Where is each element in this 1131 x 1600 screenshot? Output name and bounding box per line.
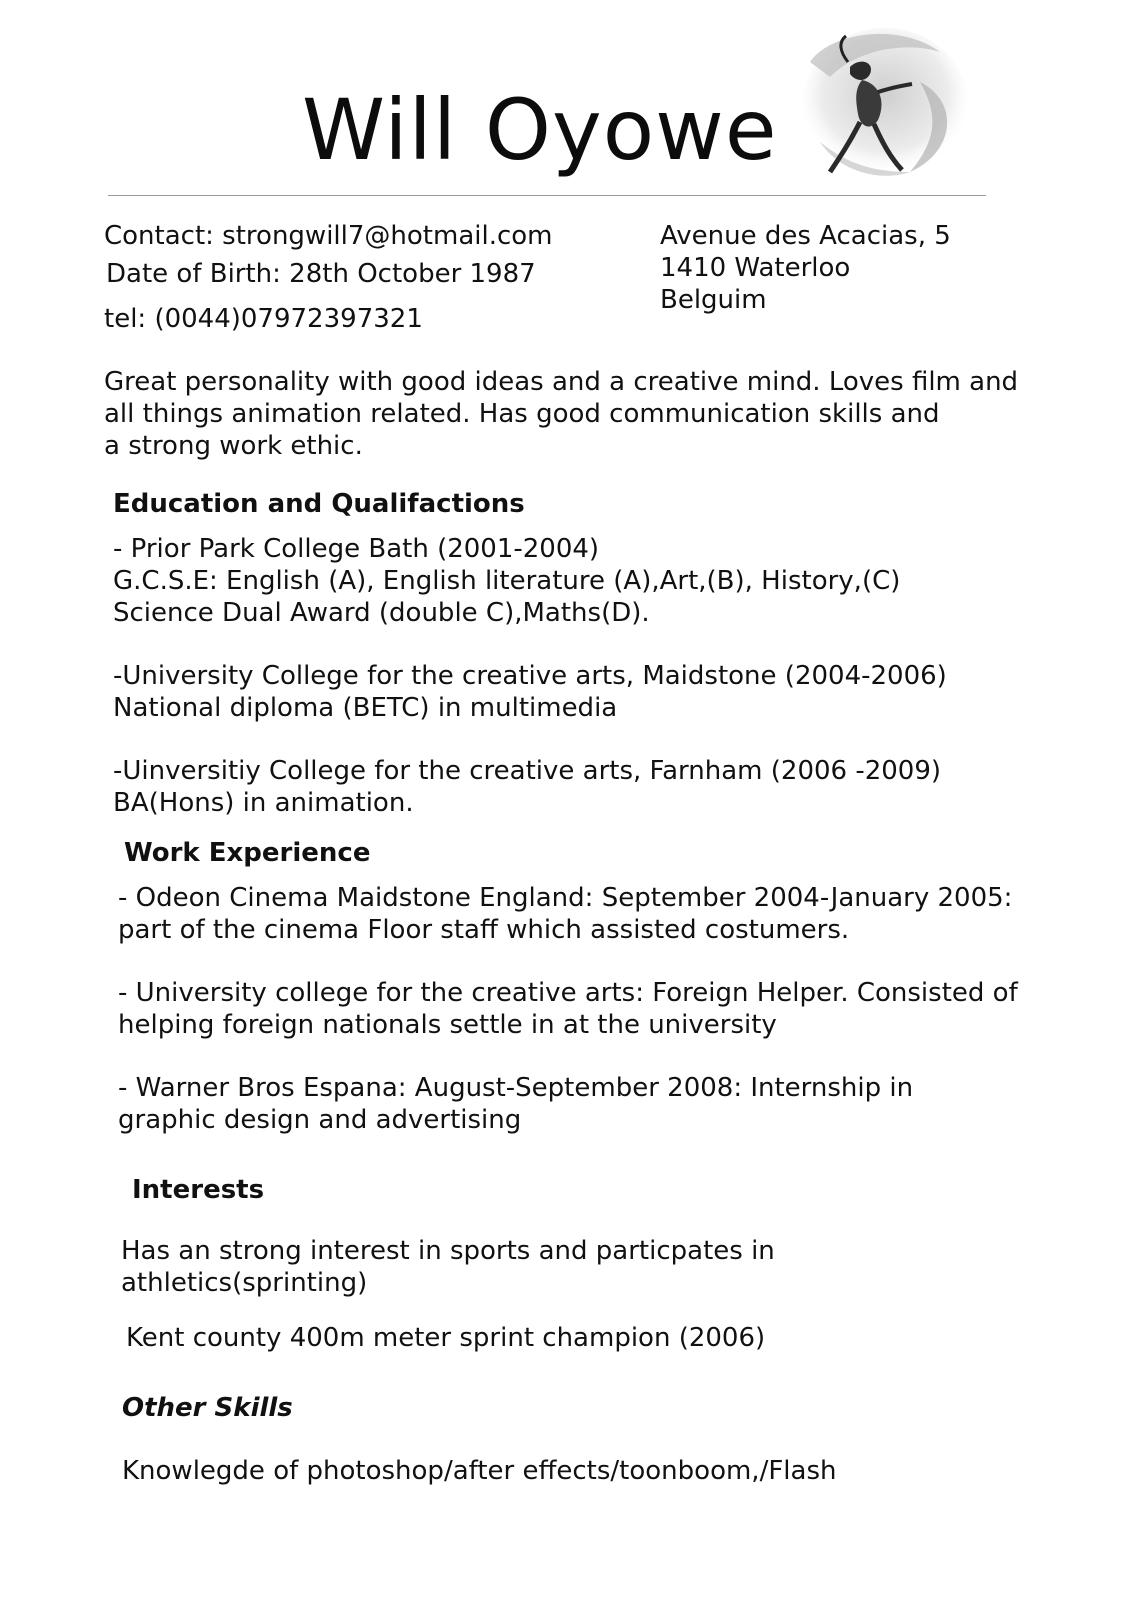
education-line: National diploma (BETC) in multimedia <box>113 693 618 723</box>
interests-line: Has an strong interest in sports and particpates in <box>121 1236 775 1266</box>
work-line: helping foreign nationals settle in at the university <box>118 1010 777 1040</box>
education-line: BA(Hons) in animation. <box>113 788 414 818</box>
interests-heading: Interests <box>132 1175 265 1205</box>
profile-line: Great personality with good ideas and a creative mind. Loves film and <box>104 367 1019 397</box>
telephone: tel: (0044)07972397321 <box>104 304 423 334</box>
education-line: Science Dual Award (double C),Maths(D). <box>113 598 650 628</box>
skills-heading: Other Skills <box>122 1393 293 1423</box>
education-heading: Education and Qualifactions <box>113 489 525 519</box>
contact-email: Contact: strongwill7@hotmail.com <box>104 221 553 251</box>
work-line: - Odeon Cinema Maidstone England: September 2004-January 2005: <box>118 883 1013 913</box>
address-line-1: Avenue des Acacias, 5 <box>660 221 951 251</box>
date-of-birth: Date of Birth: 28th October 1987 <box>106 259 536 289</box>
work-line: part of the cinema Floor staff which assisted costumers. <box>118 915 850 945</box>
interests-line: athletics(sprinting) <box>121 1268 368 1298</box>
resume-name: Will Oyowe <box>302 81 778 179</box>
profile-line: all things animation related. Has good communication skills and <box>104 399 940 429</box>
work-heading: Work Experience <box>124 838 371 868</box>
education-line: - Prior Park College Bath (2001-2004) <box>113 534 600 564</box>
profile-line: a strong work ethic. <box>104 431 363 461</box>
skills-line: Knowlegde of photoshop/after effects/toonboom,/Flash <box>122 1456 837 1486</box>
ink-figure-illustration-icon <box>790 22 970 187</box>
work-line: graphic design and advertising <box>118 1105 522 1135</box>
work-line: - University college for the creative arts: Foreign Helper. Consisted of <box>118 978 1018 1008</box>
address-line-2: 1410 Waterloo <box>660 253 851 283</box>
work-line: - Warner Bros Espana: August-September 2008: Internship in <box>118 1073 914 1103</box>
header-divider <box>108 195 986 196</box>
education-line: G.C.S.E: English (A), English literature (A),Art,(B), History,(C) <box>113 566 901 596</box>
education-line: -Uinversitiy College for the creative arts, Farnham (2006 -2009) <box>113 756 942 786</box>
interests-line: Kent county 400m meter sprint champion (2006) <box>126 1323 766 1353</box>
address-line-3: Belguim <box>660 285 767 315</box>
education-line: -University College for the creative arts, Maidstone (2004-2006) <box>113 661 947 691</box>
